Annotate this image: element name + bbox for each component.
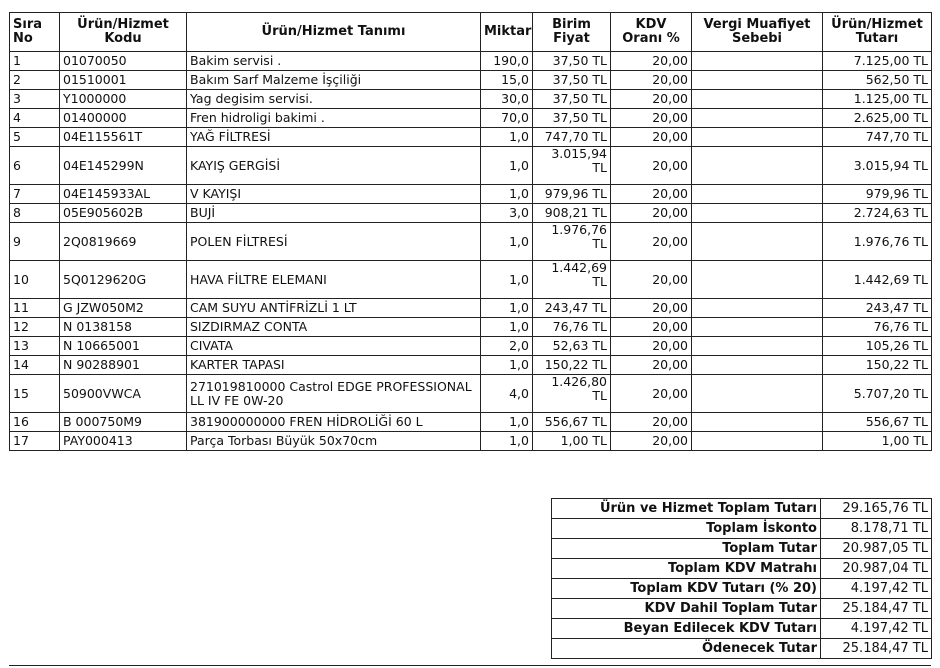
cell-urun-tutari: 562,50 TL — [823, 71, 932, 90]
cell-vergi-muafiyet — [692, 432, 823, 451]
table-row — [10, 204, 932, 223]
header-sira-no: Sıra No — [10, 13, 60, 52]
cell-kdv-orani: 20,00 — [611, 185, 692, 204]
cell-urun-tanimi: BUJİ — [187, 204, 481, 223]
cell-birim-fiyat: 37,50 TL — [533, 52, 611, 71]
cell-urun-kodu: 50900VWCA — [60, 375, 187, 413]
cell-urun-tanimi: YAĞ FİLTRESİ — [187, 128, 481, 147]
cell-sira-no: 17 — [10, 432, 60, 451]
cell-urun-tanimi: 271019810000 Castrol EDGE PROFESSIONAL LL IV FE 0W-20 — [187, 375, 481, 413]
cell-kdv-orani: 20,00 — [611, 109, 692, 128]
cell-sira-no: 3 — [10, 90, 60, 109]
cell-kdv-orani: 20,00 — [611, 90, 692, 109]
header-row — [10, 13, 932, 52]
bottom-rule — [9, 665, 931, 666]
cell-birim-fiyat: 76,76 TL — [533, 318, 611, 337]
total-label: Ödenecek Tutar — [552, 639, 821, 659]
cell-urun-kodu: N 10665001 — [60, 337, 187, 356]
cell-birim-fiyat: 37,50 TL — [533, 109, 611, 128]
table-row — [10, 356, 932, 375]
total-row — [552, 499, 932, 519]
cell-urun-tanimi: V KAYIŞI — [187, 185, 481, 204]
cell-kdv-orani: 20,00 — [611, 223, 692, 261]
cell-vergi-muafiyet — [692, 375, 823, 413]
cell-kdv-orani: 20,00 — [611, 432, 692, 451]
cell-miktar: 1,0 — [481, 147, 533, 185]
cell-kdv-orani: 20,00 — [611, 318, 692, 337]
table-row — [10, 185, 932, 204]
cell-urun-kodu: N 0138158 — [60, 318, 187, 337]
cell-urun-kodu: PAY000413 — [60, 432, 187, 451]
total-value: 4.197,42 TL — [821, 619, 932, 639]
cell-urun-kodu: 04E115561T — [60, 128, 187, 147]
cell-urun-kodu: 01510001 — [60, 71, 187, 90]
cell-urun-kodu: 2Q0819669 — [60, 223, 187, 261]
cell-kdv-orani: 20,00 — [611, 337, 692, 356]
cell-vergi-muafiyet — [692, 299, 823, 318]
header-urun-kodu: Ürün/Hizmet Kodu — [60, 13, 187, 52]
total-row — [552, 639, 932, 659]
table-row — [10, 223, 932, 261]
cell-sira-no: 15 — [10, 375, 60, 413]
cell-miktar: 15,0 — [481, 71, 533, 90]
cell-urun-tutari: 3.015,94 TL — [823, 147, 932, 185]
cell-sira-no: 12 — [10, 318, 60, 337]
cell-birim-fiyat: 1.442,69 TL — [533, 261, 611, 299]
cell-kdv-orani: 20,00 — [611, 356, 692, 375]
cell-birim-fiyat: 3.015,94 TL — [533, 147, 611, 185]
cell-birim-fiyat: 243,47 TL — [533, 299, 611, 318]
cell-sira-no: 4 — [10, 109, 60, 128]
header-miktar: Miktar — [481, 13, 533, 52]
total-value: 25.184,47 TL — [821, 599, 932, 619]
cell-kdv-orani: 20,00 — [611, 375, 692, 413]
total-value: 4.197,42 TL — [821, 579, 932, 599]
cell-urun-tutari: 1,00 TL — [823, 432, 932, 451]
total-row — [552, 519, 932, 539]
cell-vergi-muafiyet — [692, 356, 823, 375]
cell-birim-fiyat: 556,67 TL — [533, 413, 611, 432]
cell-urun-tanimi: CAM SUYU ANTİFRİZLİ 1 LT — [187, 299, 481, 318]
cell-urun-tanimi: Parça Torbası Büyük 50x70cm — [187, 432, 481, 451]
table-row — [10, 261, 932, 299]
cell-kdv-orani: 20,00 — [611, 413, 692, 432]
table-row — [10, 71, 932, 90]
cell-sira-no: 2 — [10, 71, 60, 90]
total-row — [552, 619, 932, 639]
cell-urun-kodu: G JZW050M2 — [60, 299, 187, 318]
cell-vergi-muafiyet — [692, 204, 823, 223]
cell-vergi-muafiyet — [692, 318, 823, 337]
table-row — [10, 299, 932, 318]
cell-birim-fiyat: 52,63 TL — [533, 337, 611, 356]
total-row — [552, 579, 932, 599]
cell-birim-fiyat: 37,50 TL — [533, 71, 611, 90]
cell-miktar: 1,0 — [481, 223, 533, 261]
cell-miktar: 30,0 — [481, 90, 533, 109]
cell-urun-tanimi: Bakım Sarf Malzeme İşçiliği — [187, 71, 481, 90]
cell-vergi-muafiyet — [692, 337, 823, 356]
cell-urun-tutari: 150,22 TL — [823, 356, 932, 375]
cell-kdv-orani: 20,00 — [611, 204, 692, 223]
totals-table — [551, 498, 932, 659]
total-value: 29.165,76 TL — [821, 499, 932, 519]
total-label: Toplam KDV Tutarı (% 20) — [552, 579, 821, 599]
invoice-items-table — [9, 12, 932, 451]
table-row — [10, 128, 932, 147]
cell-urun-kodu: Y1000000 — [60, 90, 187, 109]
cell-urun-kodu: 04E145933AL — [60, 185, 187, 204]
cell-sira-no: 7 — [10, 185, 60, 204]
cell-urun-tanimi: 381900000000 FREN HİDROLİĞİ 60 L — [187, 413, 481, 432]
table-row — [10, 375, 932, 413]
cell-sira-no: 13 — [10, 337, 60, 356]
cell-miktar: 1,0 — [481, 413, 533, 432]
cell-sira-no: 16 — [10, 413, 60, 432]
total-row — [552, 559, 932, 579]
cell-vergi-muafiyet — [692, 261, 823, 299]
cell-vergi-muafiyet — [692, 90, 823, 109]
cell-urun-kodu: N 90288901 — [60, 356, 187, 375]
total-label: Toplam Tutar — [552, 539, 821, 559]
cell-miktar: 2,0 — [481, 337, 533, 356]
total-label: KDV Dahil Toplam Tutar — [552, 599, 821, 619]
total-label: Beyan Edilecek KDV Tutarı — [552, 619, 821, 639]
cell-sira-no: 11 — [10, 299, 60, 318]
cell-birim-fiyat: 1,00 TL — [533, 432, 611, 451]
header-urun-tutari: Ürün/Hizmet Tutarı — [823, 13, 932, 52]
cell-sira-no: 8 — [10, 204, 60, 223]
cell-urun-tutari: 556,67 TL — [823, 413, 932, 432]
cell-vergi-muafiyet — [692, 71, 823, 90]
header-vergi-muafiyet: Vergi Muafiyet Sebebi — [692, 13, 823, 52]
cell-urun-kodu: 01400000 — [60, 109, 187, 128]
cell-urun-tutari: 105,26 TL — [823, 337, 932, 356]
cell-urun-tanimi: Bakim servisi . — [187, 52, 481, 71]
table-row — [10, 432, 932, 451]
cell-kdv-orani: 20,00 — [611, 261, 692, 299]
cell-vergi-muafiyet — [692, 52, 823, 71]
cell-miktar: 1,0 — [481, 318, 533, 337]
cell-urun-tutari: 1.976,76 TL — [823, 223, 932, 261]
header-urun-tanimi: Ürün/Hizmet Tanımı — [187, 13, 481, 52]
table-row — [10, 318, 932, 337]
table-row — [10, 52, 932, 71]
cell-vergi-muafiyet — [692, 223, 823, 261]
cell-urun-tutari: 5.707,20 TL — [823, 375, 932, 413]
cell-urun-kodu: 04E145299N — [60, 147, 187, 185]
cell-urun-tanimi: KARTER TAPASI — [187, 356, 481, 375]
total-value: 25.184,47 TL — [821, 639, 932, 659]
table-row — [10, 90, 932, 109]
cell-miktar: 1,0 — [481, 185, 533, 204]
cell-urun-tanimi: HAVA FİLTRE ELEMANI — [187, 261, 481, 299]
cell-vergi-muafiyet — [692, 147, 823, 185]
cell-sira-no: 1 — [10, 52, 60, 71]
cell-miktar: 1,0 — [481, 128, 533, 147]
cell-miktar: 4,0 — [481, 375, 533, 413]
total-row — [552, 599, 932, 619]
cell-urun-kodu: B 000750M9 — [60, 413, 187, 432]
header-kdv-orani: KDV Oranı % — [611, 13, 692, 52]
cell-kdv-orani: 20,00 — [611, 128, 692, 147]
cell-birim-fiyat: 37,50 TL — [533, 90, 611, 109]
total-rows — [552, 499, 932, 659]
cell-sira-no: 6 — [10, 147, 60, 185]
cell-miktar: 1,0 — [481, 261, 533, 299]
cell-sira-no: 14 — [10, 356, 60, 375]
cell-miktar: 1,0 — [481, 432, 533, 451]
cell-urun-tanimi: Yag degisim servisi. — [187, 90, 481, 109]
cell-kdv-orani: 20,00 — [611, 147, 692, 185]
cell-urun-tutari: 1.125,00 TL — [823, 90, 932, 109]
cell-urun-tanimi: KAYIŞ GERGİSİ — [187, 147, 481, 185]
cell-urun-tanimi: CIVATA — [187, 337, 481, 356]
cell-birim-fiyat: 150,22 TL — [533, 356, 611, 375]
total-value: 20.987,04 TL — [821, 559, 932, 579]
cell-kdv-orani: 20,00 — [611, 52, 692, 71]
cell-miktar: 1,0 — [481, 299, 533, 318]
cell-birim-fiyat: 747,70 TL — [533, 128, 611, 147]
cell-urun-tutari: 7.125,00 TL — [823, 52, 932, 71]
total-value: 8.178,71 TL — [821, 519, 932, 539]
cell-urun-tanimi: Fren hidroligi bakimi . — [187, 109, 481, 128]
cell-urun-kodu: 05E905602B — [60, 204, 187, 223]
cell-urun-kodu: 01070050 — [60, 52, 187, 71]
cell-birim-fiyat: 908,21 TL — [533, 204, 611, 223]
cell-miktar: 190,0 — [481, 52, 533, 71]
cell-urun-tanimi: SIZDIRMAZ CONTA — [187, 318, 481, 337]
cell-sira-no: 9 — [10, 223, 60, 261]
cell-miktar: 70,0 — [481, 109, 533, 128]
table-row — [10, 109, 932, 128]
cell-kdv-orani: 20,00 — [611, 299, 692, 318]
cell-birim-fiyat: 1.426,80 TL — [533, 375, 611, 413]
item-rows — [10, 52, 932, 451]
cell-urun-tutari: 76,76 TL — [823, 318, 932, 337]
cell-urun-tutari: 979,96 TL — [823, 185, 932, 204]
cell-vergi-muafiyet — [692, 128, 823, 147]
cell-urun-tutari: 2.724,63 TL — [823, 204, 932, 223]
table-row — [10, 337, 932, 356]
total-label: Toplam İskonto — [552, 519, 821, 539]
cell-urun-kodu: 5Q0129620G — [60, 261, 187, 299]
cell-urun-tutari: 1.442,69 TL — [823, 261, 932, 299]
total-value: 20.987,05 TL — [821, 539, 932, 559]
cell-miktar: 3,0 — [481, 204, 533, 223]
cell-birim-fiyat: 1.976,76 TL — [533, 223, 611, 261]
cell-sira-no: 10 — [10, 261, 60, 299]
cell-urun-tutari: 243,47 TL — [823, 299, 932, 318]
cell-sira-no: 5 — [10, 128, 60, 147]
cell-kdv-orani: 20,00 — [611, 71, 692, 90]
header-birim-fiyat: Birim Fiyat — [533, 13, 611, 52]
table-row — [10, 413, 932, 432]
cell-vergi-muafiyet — [692, 109, 823, 128]
cell-urun-tutari: 2.625,00 TL — [823, 109, 932, 128]
cell-miktar: 1,0 — [481, 356, 533, 375]
cell-urun-tutari: 747,70 TL — [823, 128, 932, 147]
cell-urun-tanimi: POLEN FİLTRESİ — [187, 223, 481, 261]
total-row — [552, 539, 932, 559]
cell-vergi-muafiyet — [692, 413, 823, 432]
cell-birim-fiyat: 979,96 TL — [533, 185, 611, 204]
table-row — [10, 147, 932, 185]
total-label: Ürün ve Hizmet Toplam Tutarı — [552, 499, 821, 519]
total-label: Toplam KDV Matrahı — [552, 559, 821, 579]
cell-vergi-muafiyet — [692, 185, 823, 204]
